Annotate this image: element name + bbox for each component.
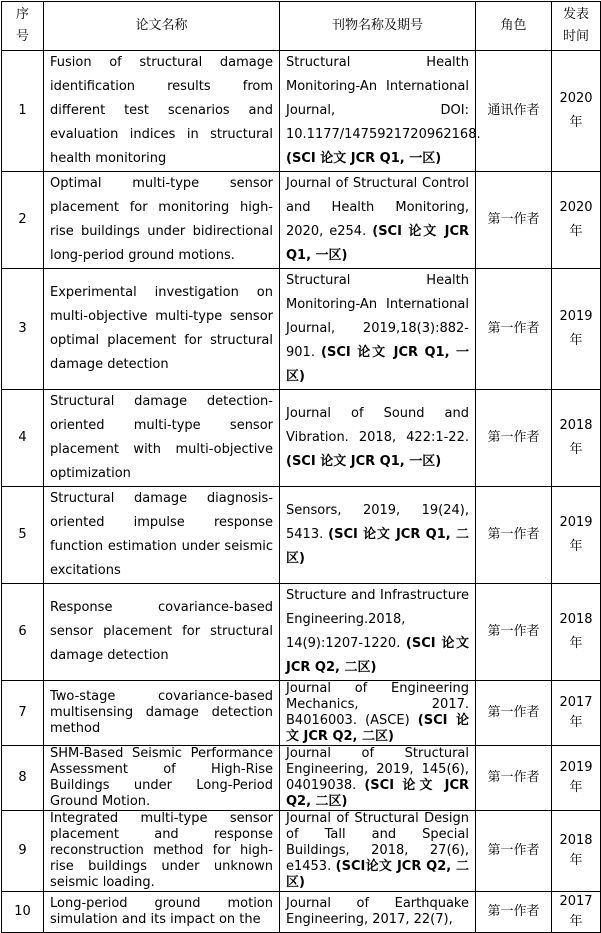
pub-year: 2018 年 xyxy=(552,390,601,487)
pub-year: 2017 年 xyxy=(552,892,601,933)
pub-year: 2017 年 xyxy=(552,681,601,746)
journal-info: Journal of Structural Control and Health Monitoring, 2020, e254. (SCI 论文 JCR Q1, 一区) xyxy=(280,172,476,269)
table-row xyxy=(2,269,601,390)
table-row xyxy=(2,390,601,487)
author-role: 第一作者 xyxy=(476,892,552,933)
row-number: 8 xyxy=(2,746,44,811)
journal-info: Structural Health Monitoring-An International Journal, DOI: 10.1177/1475921720962168. (SCI 论文 JCR Q1, 一区) xyxy=(280,51,476,172)
pub-year: 2018 年 xyxy=(552,584,601,681)
row-number: 7 xyxy=(2,681,44,746)
header-role: 角色 xyxy=(476,2,552,51)
pub-year: 2019 年 xyxy=(552,746,601,811)
index-tag: (SCI 论文 JCR Q1, 一区) xyxy=(286,151,442,166)
pub-year: 2019 年 xyxy=(552,487,601,584)
table-row xyxy=(2,811,601,892)
author-role: 第一作者 xyxy=(476,681,552,746)
paper-title: Structural damage diagnosis-oriented impulse response function estimation under seismic excitations xyxy=(44,487,280,584)
paper-title: Optimal multi-type sensor placement for monitoring high-rise buildings under bidirectional long-period ground motions. xyxy=(44,172,280,269)
journal-info: Structural Health Monitoring-An International Journal, 2019,18(3):882-901. (SCI 论文 JCR Q1, 一区) xyxy=(280,269,476,390)
index-tag: (SCI 论文 JCR Q2, 二区) xyxy=(286,713,469,744)
paper-title: Two-stage covariance-based multisensing damage detection method xyxy=(44,681,280,746)
row-number: 3 xyxy=(2,269,44,390)
paper-title: Fusion of structural damage identification results from different test scenarios and evaluation indices in structural health monitoring xyxy=(44,51,280,172)
paper-title: Long-period ground motion simulation and its impact on the xyxy=(44,892,280,933)
index-tag: (SCI 论文 JCR Q2, 二区) xyxy=(286,778,470,809)
index-tag: (SCI 论文 JCR Q1, 二区) xyxy=(286,527,469,566)
author-role: 通讯作者 xyxy=(476,51,552,172)
pub-year: 2019 年 xyxy=(552,269,601,390)
table-row xyxy=(2,746,601,811)
header-row xyxy=(2,2,601,51)
journal-info: Sensors, 2019, 19(24), 5413. (SCI 论文 JCR Q1, 二区) xyxy=(280,487,476,584)
table-row xyxy=(2,487,601,584)
index-tag: (SCI 论文 JCR Q1, 一区) xyxy=(286,345,469,384)
index-tag: (SCI 论文 JCR Q1, 一区) xyxy=(286,224,469,263)
header-journal: 刊物名称及期号 xyxy=(280,2,476,51)
row-number: 2 xyxy=(2,172,44,269)
journal-info: Journal of Earthquake Engineering, 2017, 22(7), xyxy=(280,892,476,933)
journal-info: Journal of Structural Design of Tall and Special Buildings, 2018, 27(6), e1453. (SCI论文 JCR Q2, 二区) xyxy=(280,811,476,892)
journal-info: Structure and Infrastructure Engineering.2018, 14(9):1207-1220. (SCI 论文 JCR Q2, 二区) xyxy=(280,584,476,681)
paper-title: Experimental investigation on multi-objective multi-type sensor optimal placement for structural damage detection xyxy=(44,269,280,390)
row-number: 9 xyxy=(2,811,44,892)
author-role: 第一作者 xyxy=(476,390,552,487)
row-number: 10 xyxy=(2,892,44,933)
publication-table xyxy=(1,1,601,933)
paper-title: Integrated multi-type sensor placement and response reconstruction method for high-rise buildings under unknown seismic loading. xyxy=(44,811,280,892)
row-number: 1 xyxy=(2,51,44,172)
pub-year: 2020 年 xyxy=(552,51,601,172)
header-year: 发表 时间 xyxy=(552,2,601,51)
paper-title: Response covariance-based sensor placement for structural damage detection xyxy=(44,584,280,681)
header-title: 论文名称 xyxy=(44,2,280,51)
index-tag: (SCI论文 JCR Q2, 二区) xyxy=(286,859,469,890)
row-number: 4 xyxy=(2,390,44,487)
row-number: 5 xyxy=(2,487,44,584)
table-row xyxy=(2,681,601,746)
table-row xyxy=(2,892,601,933)
author-role: 第一作者 xyxy=(476,172,552,269)
pub-year: 2018 年 xyxy=(552,811,601,892)
journal-info: Journal of Structural Engineering, 2019, 145(6), 04019038. (SCI 论文 JCR Q2, 二区) xyxy=(280,746,476,811)
author-role: 第一作者 xyxy=(476,487,552,584)
author-role: 第一作者 xyxy=(476,584,552,681)
index-tag: (SCI 论文 JCR Q1, 一区) xyxy=(286,454,442,469)
row-number: 6 xyxy=(2,584,44,681)
paper-title: SHM-Based Seismic Performance Assessment of High-Rise Buildings under Long-Period Ground Motion. xyxy=(44,746,280,811)
paper-title: Structural damage detection-oriented multi-type sensor placement with multi-objective optimization xyxy=(44,390,280,487)
table-row xyxy=(2,172,601,269)
index-tag: (SCI 论文 JCR Q2, 二区) xyxy=(286,636,469,675)
journal-info: Journal of Engineering Mechanics, 2017. B4016003. (ASCE) (SCI 论文 JCR Q2, 二区) xyxy=(280,681,476,746)
journal-info: Journal of Sound and Vibration. 2018, 422:1-22. (SCI 论文 JCR Q1, 一区) xyxy=(280,390,476,487)
header-no: 序 号 xyxy=(2,2,44,51)
table-row xyxy=(2,584,601,681)
pub-year: 2020 年 xyxy=(552,172,601,269)
table-row xyxy=(2,51,601,172)
author-role: 第一作者 xyxy=(476,746,552,811)
author-role: 第一作者 xyxy=(476,811,552,892)
author-role: 第一作者 xyxy=(476,269,552,390)
